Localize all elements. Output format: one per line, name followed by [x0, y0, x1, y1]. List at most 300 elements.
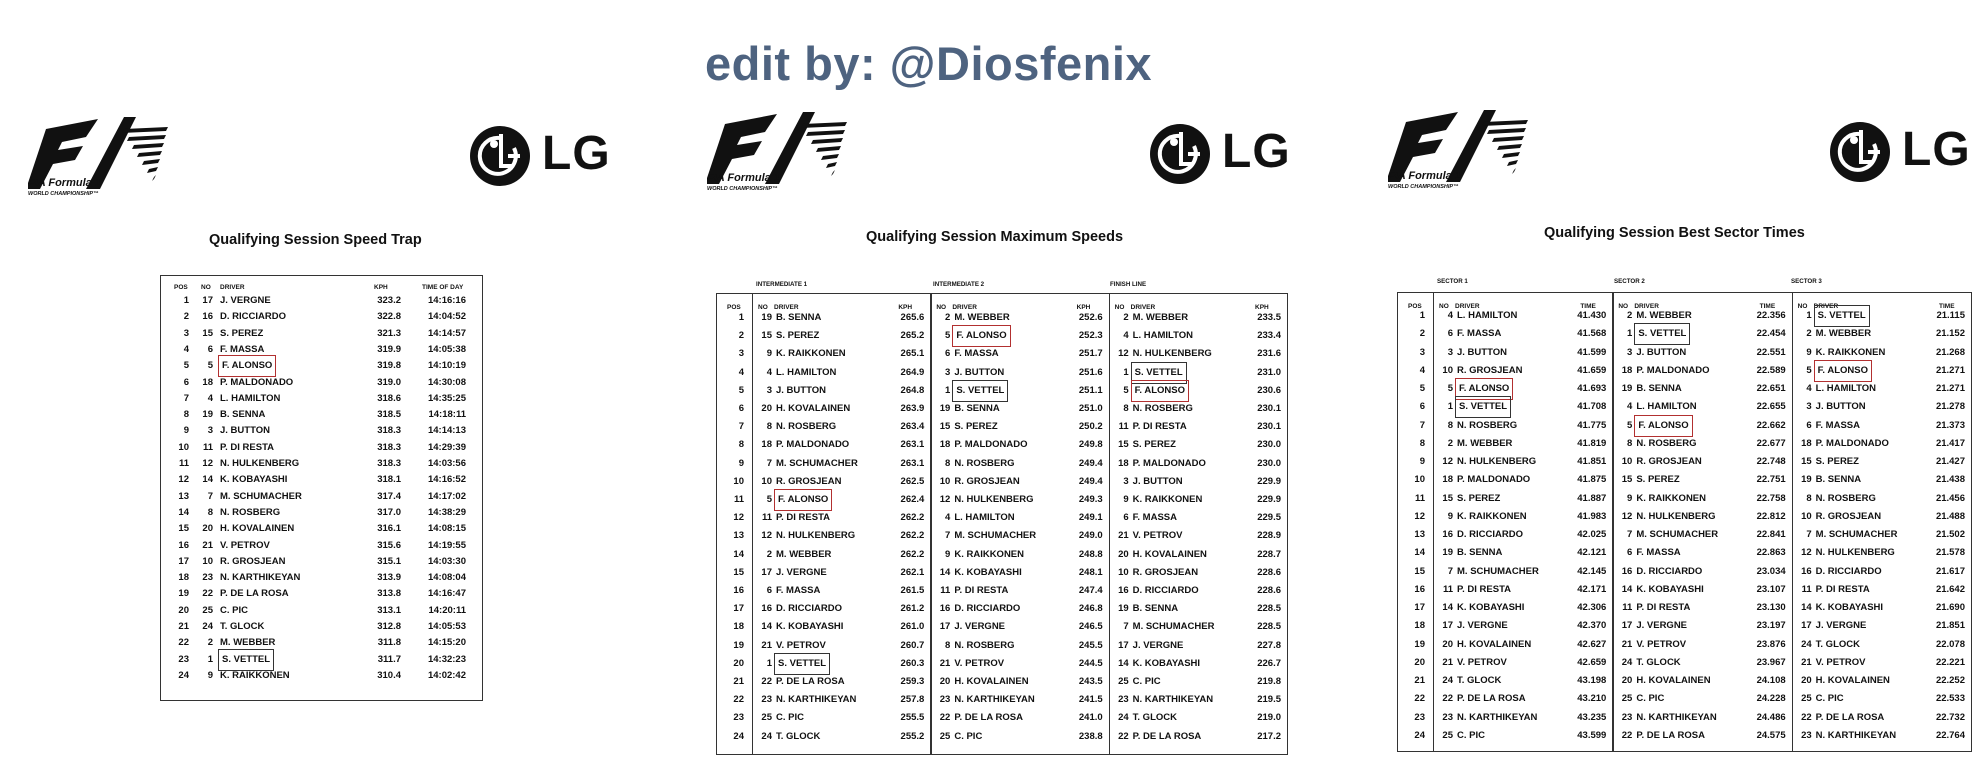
driver-cell: L. HAMILTON: [1457, 310, 1518, 321]
table-row: [1398, 654, 1971, 672]
no-cell: 6: [1627, 547, 1633, 559]
table-row: [1398, 544, 1971, 562]
driver-cell: V. PETROV: [220, 539, 270, 551]
table-row: [1398, 417, 1971, 435]
driver-cell: T. GLOCK: [1132, 712, 1177, 724]
driver-cell: J. VERGNE: [1457, 620, 1508, 632]
driver-cell: M. SCHUMACHER: [776, 457, 858, 469]
no-cell: 2: [207, 637, 213, 649]
value-cell: 21.456: [1935, 492, 1965, 504]
value-cell: 249.1: [1078, 512, 1103, 524]
no-cell: 3: [945, 366, 951, 378]
driver-cell: M. WEBBER: [1636, 310, 1692, 321]
speed-trap-table: [160, 275, 483, 701]
no-cell: 12: [1621, 510, 1633, 522]
no-cell: 20: [1118, 548, 1129, 560]
no-cell: 2: [945, 312, 951, 323]
value-cell: 41.887: [1577, 492, 1607, 504]
no-cell: 16: [1621, 565, 1633, 577]
driver-cell: F. MASSA: [1457, 328, 1502, 340]
value-cell: 22.841: [1756, 529, 1786, 540]
no-cell: 15: [1118, 439, 1129, 451]
driver-cell: K. RAIKKONEN: [954, 548, 1024, 560]
driver-cell: S. VETTEL: [220, 651, 272, 669]
pos-cell: 22: [1414, 693, 1425, 705]
value-cell: 22.356: [1756, 310, 1786, 321]
no-cell: 18: [1621, 364, 1633, 376]
no-cell: 12: [761, 530, 772, 542]
value-cell: 262.1: [900, 566, 925, 578]
no-cell: 5: [1627, 419, 1633, 431]
pos-cell: 11: [733, 494, 744, 505]
driver-cell: K. KOBAYASHI: [776, 621, 844, 633]
time-cell: 14:14:13: [427, 425, 466, 437]
value-cell: 22.732: [1935, 711, 1965, 723]
time-cell: 14:16:16: [427, 295, 466, 306]
value-cell: 251.1: [1078, 384, 1103, 396]
time-cell: 14:02:42: [427, 669, 466, 681]
col-header-no: NO: [1439, 303, 1449, 310]
value-cell: 231.0: [1257, 366, 1281, 378]
value-cell: 264.9: [900, 366, 925, 378]
driver-cell: P. DI RESTA: [1457, 583, 1512, 595]
no-cell: 4: [1627, 401, 1633, 413]
table-row: [717, 600, 1287, 618]
table-row: [161, 357, 482, 375]
no-cell: 22: [939, 712, 951, 724]
value-cell: 21.851: [1935, 620, 1965, 632]
driver-cell: S. PEREZ: [1132, 439, 1176, 451]
table-row: [717, 728, 1287, 746]
driver-cell: S. VETTEL: [1816, 307, 1868, 325]
time-cell: 14:29:39: [427, 441, 466, 453]
driver-cell: K. KOBAYASHI: [1132, 657, 1201, 669]
value-cell: 22.812: [1756, 510, 1786, 522]
pos-cell: 14: [1414, 547, 1425, 559]
no-cell: 14: [1801, 602, 1812, 613]
driver-cell: T. GLOCK: [776, 730, 821, 742]
no-cell: 16: [761, 603, 772, 615]
no-cell: 21: [761, 639, 772, 651]
col-header-value: TIME: [1580, 303, 1596, 310]
value-cell: 230.0: [1257, 439, 1281, 451]
value-cell: 41.875: [1577, 474, 1607, 486]
driver-cell: N. KARTHIKEYAN: [220, 572, 301, 584]
driver-cell: P. DE LA ROSA: [1636, 729, 1705, 741]
driver-cell: V. PETROV: [1457, 656, 1507, 668]
no-cell: 5: [945, 330, 951, 342]
driver-cell: P. DI RESTA: [954, 585, 1009, 596]
driver-cell: C. PIC: [954, 730, 983, 742]
no-cell: 5: [1447, 383, 1453, 394]
pos-cell: 2: [183, 311, 189, 323]
value-cell: 265.6: [900, 312, 925, 323]
no-cell: 9: [1123, 494, 1129, 505]
no-cell: 1: [1447, 401, 1453, 413]
table-row: [161, 292, 482, 310]
driver-cell: K. RAIKKONEN: [1457, 510, 1527, 522]
table-row: [1398, 362, 1971, 380]
table-row: [161, 341, 482, 359]
driver-cell: S. VETTEL: [1457, 398, 1509, 416]
value-cell: 262.2: [900, 512, 925, 524]
f1-subcaption: WORLD CHAMPIONSHIP™: [1388, 184, 1459, 190]
no-cell: 23: [939, 694, 951, 706]
f1-logo-icon: [28, 115, 178, 205]
pos-cell: 20: [733, 657, 744, 669]
driver-cell: L. HAMILTON: [220, 392, 281, 404]
max-speeds-title: Qualifying Session Maximum Speeds: [866, 229, 1124, 245]
driver-cell: N. ROSBERG: [954, 639, 1015, 651]
col-header-pos: POS: [1408, 303, 1422, 310]
kph-cell: 317.0: [377, 506, 401, 518]
no-cell: 3: [1806, 401, 1812, 413]
pos-cell: 6: [1419, 401, 1425, 413]
no-cell: 7: [1123, 621, 1129, 633]
driver-cell: M. WEBBER: [1457, 437, 1513, 449]
table-row: [161, 439, 482, 457]
no-cell: 20: [1442, 638, 1453, 650]
no-cell: 1: [1123, 366, 1129, 378]
no-cell: 7: [1627, 529, 1633, 540]
table-row: [1398, 453, 1971, 471]
pos-cell: 8: [1419, 437, 1425, 449]
driver-cell: M. SCHUMACHER: [1815, 529, 1898, 540]
time-cell: 14:35:25: [427, 392, 466, 404]
no-cell: 9: [207, 669, 213, 681]
no-cell: 14: [761, 621, 772, 633]
no-cell: 6: [945, 348, 951, 360]
driver-cell: L. HAMILTON: [1636, 401, 1697, 413]
no-cell: 9: [1447, 510, 1453, 522]
driver-cell: P. MALDONADO: [1457, 474, 1531, 486]
value-cell: 228.6: [1257, 566, 1281, 578]
driver-cell: P. MALDONADO: [1815, 437, 1889, 449]
value-cell: 22.863: [1756, 547, 1786, 559]
pos-cell: 9: [183, 425, 189, 437]
value-cell: 22.662: [1756, 419, 1786, 431]
pos-cell: 10: [1414, 474, 1425, 486]
value-cell: 249.4: [1078, 457, 1103, 469]
no-cell: 11: [1801, 583, 1812, 595]
kph-cell: 313.1: [377, 604, 401, 616]
no-cell: 18: [1118, 457, 1129, 469]
driver-cell: N. HULKENBERG: [776, 530, 856, 542]
no-cell: 8: [1123, 403, 1129, 414]
value-cell: 21.642: [1935, 583, 1965, 595]
no-cell: 10: [1621, 456, 1633, 467]
no-cell: 25: [1442, 729, 1453, 741]
no-cell: 9: [766, 348, 772, 360]
value-cell: 262.4: [900, 494, 925, 505]
driver-cell: N. ROSBERG: [1815, 492, 1876, 504]
no-cell: 19: [202, 409, 213, 421]
pos-cell: 22: [178, 637, 189, 649]
table-row: [1398, 344, 1971, 362]
no-cell: 7: [1447, 565, 1453, 577]
no-cell: 12: [1442, 456, 1453, 467]
value-cell: 241.5: [1078, 694, 1103, 706]
value-cell: 22.758: [1756, 492, 1786, 504]
table-row: [161, 585, 482, 603]
driver-cell: R. GROSJEAN: [1815, 510, 1882, 522]
value-cell: 41.599: [1577, 346, 1607, 358]
value-cell: 21.502: [1935, 529, 1965, 540]
driver-cell: J. BUTTON: [220, 425, 270, 437]
table-row: [1398, 581, 1971, 599]
driver-cell: N. ROSBERG: [1457, 419, 1518, 431]
time-cell: 14:16:47: [427, 588, 466, 600]
no-cell: 12: [202, 458, 213, 469]
f1-subcaption: WORLD CHAMPIONSHIP™: [28, 191, 99, 197]
table-row: [161, 390, 482, 408]
pos-cell: 24: [733, 730, 744, 742]
section-label: SECTOR 3: [1791, 278, 1822, 285]
no-cell: 3: [1447, 346, 1453, 358]
driver-cell: S. VETTEL: [1636, 325, 1688, 343]
pos-cell: 2: [738, 330, 744, 342]
value-cell: 22.252: [1935, 675, 1965, 686]
pos-cell: 20: [1414, 656, 1425, 668]
value-cell: 255.5: [900, 712, 925, 724]
no-cell: 17: [1118, 639, 1129, 651]
no-cell: 17: [1621, 620, 1633, 632]
value-cell: 42.306: [1577, 602, 1607, 613]
no-cell: 15: [761, 330, 772, 342]
value-cell: 264.8: [900, 384, 925, 396]
col-header-driver: DRIVER: [220, 284, 245, 291]
value-cell: 251.7: [1078, 348, 1103, 360]
value-cell: 226.7: [1257, 657, 1281, 669]
value-cell: 219.0: [1257, 712, 1281, 724]
no-cell: 10: [1442, 364, 1453, 376]
lg-wordmark: LG: [542, 127, 611, 180]
value-cell: 22.078: [1935, 638, 1965, 650]
time-cell: 14:04:52: [427, 311, 466, 323]
driver-cell: H. KOVALAINEN: [220, 523, 295, 535]
value-cell: 21.373: [1935, 419, 1965, 431]
driver-cell: D. RICCIARDO: [1636, 565, 1703, 577]
no-cell: 25: [1801, 693, 1812, 705]
pos-cell: 20: [178, 604, 189, 616]
no-cell: 15: [202, 327, 213, 339]
value-cell: 41.983: [1577, 510, 1607, 522]
value-cell: 262.2: [900, 530, 925, 542]
kph-cell: 313.8: [377, 588, 401, 600]
no-cell: 19: [1442, 547, 1453, 559]
driver-cell: N. KARTHIKEYAN: [776, 694, 857, 706]
driver-cell: M. SCHUMACHER: [1132, 621, 1215, 633]
pos-cell: 14: [733, 548, 744, 560]
no-cell: 3: [1627, 346, 1633, 358]
no-cell: 16: [202, 311, 213, 323]
table-row: [161, 471, 482, 489]
pos-cell: 24: [178, 669, 189, 681]
table-row: [717, 546, 1287, 564]
no-cell: 22: [202, 588, 213, 600]
table-row: [1398, 325, 1971, 343]
value-cell: 22.589: [1756, 364, 1786, 376]
driver-cell: B. SENNA: [1132, 603, 1179, 615]
driver-cell: D. RICCIARDO: [776, 603, 842, 615]
col-header-time: TIME OF DAY: [422, 284, 464, 291]
driver-cell: P. DE LA ROSA: [220, 588, 289, 600]
value-cell: 247.4: [1078, 585, 1103, 596]
no-cell: 7: [766, 457, 772, 469]
time-cell: 14:03:30: [427, 555, 466, 567]
no-cell: 21: [1118, 530, 1129, 542]
table-row: [717, 382, 1287, 400]
value-cell: 23.967: [1756, 656, 1786, 668]
table-row: [161, 602, 482, 620]
no-cell: 4: [945, 512, 951, 524]
no-cell: 17: [939, 621, 951, 633]
pos-cell: 12: [178, 474, 189, 486]
driver-cell: C. PIC: [1636, 693, 1665, 705]
value-cell: 255.2: [900, 730, 925, 742]
pos-cell: 10: [733, 475, 744, 487]
kph-cell: 323.2: [377, 295, 401, 306]
driver-cell: F. MASSA: [1132, 512, 1177, 524]
driver-cell: B. SENNA: [954, 403, 1000, 414]
driver-cell: P. DE LA ROSA: [954, 712, 1023, 724]
driver-cell: M. WEBBER: [954, 312, 1010, 323]
driver-cell: P. MALDONADO: [776, 439, 850, 451]
value-cell: 21.617: [1935, 565, 1965, 577]
no-cell: 12: [1801, 547, 1812, 559]
value-cell: 229.9: [1257, 494, 1281, 505]
no-cell: 4: [1447, 310, 1453, 321]
no-cell: 22: [761, 676, 772, 687]
driver-cell: C. PIC: [1457, 729, 1485, 741]
driver-cell: P. DI RESTA: [1132, 421, 1187, 433]
value-cell: 228.5: [1257, 603, 1281, 615]
value-cell: 245.5: [1078, 639, 1103, 651]
driver-cell: P. DE LA ROSA: [1457, 693, 1526, 705]
value-cell: 42.121: [1577, 547, 1607, 559]
driver-cell: V. PETROV: [776, 639, 826, 651]
no-cell: 1: [1806, 310, 1812, 321]
time-cell: 14:17:02: [427, 490, 466, 502]
pos-cell: 17: [1414, 602, 1425, 613]
table-row: [717, 582, 1287, 600]
no-cell: 4: [1806, 383, 1812, 394]
driver-cell: F. ALONSO: [220, 357, 274, 375]
driver-cell: M. SCHUMACHER: [954, 530, 1037, 542]
table-row: [717, 509, 1287, 527]
col-header-no: NO: [1797, 303, 1808, 310]
driver-cell: F. MASSA: [776, 585, 821, 596]
pos-cell: 4: [183, 343, 189, 355]
driver-cell: B. SENNA: [1815, 474, 1862, 486]
no-cell: 5: [766, 494, 772, 505]
pos-cell: 3: [1419, 346, 1425, 358]
no-cell: 23: [1621, 711, 1633, 723]
time-cell: 14:03:56: [427, 458, 466, 469]
kph-cell: 312.8: [377, 621, 401, 632]
value-cell: 42.370: [1577, 620, 1607, 632]
value-cell: 227.8: [1257, 639, 1281, 651]
pos-cell: 16: [1414, 583, 1425, 595]
driver-cell: F. ALONSO: [776, 491, 830, 509]
driver-cell: K. KOBAYASHI: [1636, 583, 1704, 595]
col-header-no: NO: [758, 304, 768, 311]
pos-cell: 4: [1419, 364, 1425, 376]
driver-cell: C. PIC: [1815, 693, 1844, 705]
no-cell: 7: [207, 490, 213, 502]
value-cell: 230.1: [1257, 403, 1281, 414]
f1-caption: FIA Formula 1: [707, 172, 780, 184]
table-row: [717, 418, 1287, 436]
value-cell: 24.108: [1756, 675, 1786, 686]
kph-cell: 319.8: [377, 360, 401, 372]
no-cell: 23: [1118, 694, 1129, 706]
value-cell: 251.6: [1078, 366, 1103, 378]
no-cell: 9: [1806, 346, 1812, 358]
no-cell: 5: [1123, 384, 1129, 396]
no-cell: 6: [766, 585, 772, 596]
pos-cell: 13: [178, 490, 189, 502]
value-cell: 41.430: [1577, 310, 1607, 321]
driver-cell: S. PEREZ: [776, 330, 820, 342]
driver-cell: F. MASSA: [1636, 547, 1681, 559]
driver-cell: T. GLOCK: [1636, 656, 1681, 668]
no-cell: 11: [940, 585, 951, 596]
value-cell: 21.152: [1935, 328, 1965, 340]
col-header-no: NO: [201, 284, 211, 291]
value-cell: 23.034: [1756, 565, 1786, 577]
table-row: [161, 537, 482, 555]
driver-cell: N. HULKENBERG: [954, 494, 1034, 505]
pos-cell: 7: [183, 392, 189, 404]
lg-logo-icon: [1828, 116, 1984, 196]
driver-cell: K. RAIKKONEN: [776, 348, 846, 360]
value-cell: 41.819: [1577, 437, 1607, 449]
no-cell: 17: [1801, 620, 1812, 632]
no-cell: 10: [202, 555, 213, 567]
driver-cell: P. MALDONADO: [220, 376, 294, 388]
col-header-driver: DRIVER: [1813, 303, 1839, 310]
no-cell: 14: [1621, 583, 1633, 595]
section-label: INTERMEDIATE 1: [756, 281, 808, 288]
driver-cell: P. MALDONADO: [954, 439, 1028, 451]
no-cell: 21: [939, 657, 951, 669]
value-cell: 249.8: [1078, 439, 1103, 451]
value-cell: 259.3: [900, 676, 925, 687]
pos-cell: 5: [183, 360, 189, 372]
time-cell: 14:10:19: [427, 360, 466, 372]
col-header-pos: POS: [727, 304, 741, 311]
no-cell: 11: [1622, 602, 1633, 613]
f1-logo-icon: [1388, 108, 1538, 198]
value-cell: 229.9: [1257, 475, 1281, 487]
value-cell: 249.4: [1078, 475, 1103, 487]
table-row: [717, 637, 1287, 655]
kph-cell: 316.1: [377, 523, 401, 535]
driver-cell: H. KOVALAINEN: [1457, 638, 1532, 650]
pos-cell: 5: [738, 384, 744, 396]
pos-cell: 14: [178, 506, 189, 518]
table-row: [161, 634, 482, 652]
driver-cell: J. VERGNE: [1815, 620, 1867, 632]
driver-cell: F. ALONSO: [1636, 417, 1690, 435]
value-cell: 21.271: [1935, 383, 1965, 394]
value-cell: 261.5: [900, 585, 925, 596]
driver-cell: D. RICCIARDO: [1132, 585, 1199, 596]
col-header-no: NO: [936, 304, 947, 311]
no-cell: 19: [761, 312, 772, 323]
no-cell: 3: [766, 384, 772, 396]
